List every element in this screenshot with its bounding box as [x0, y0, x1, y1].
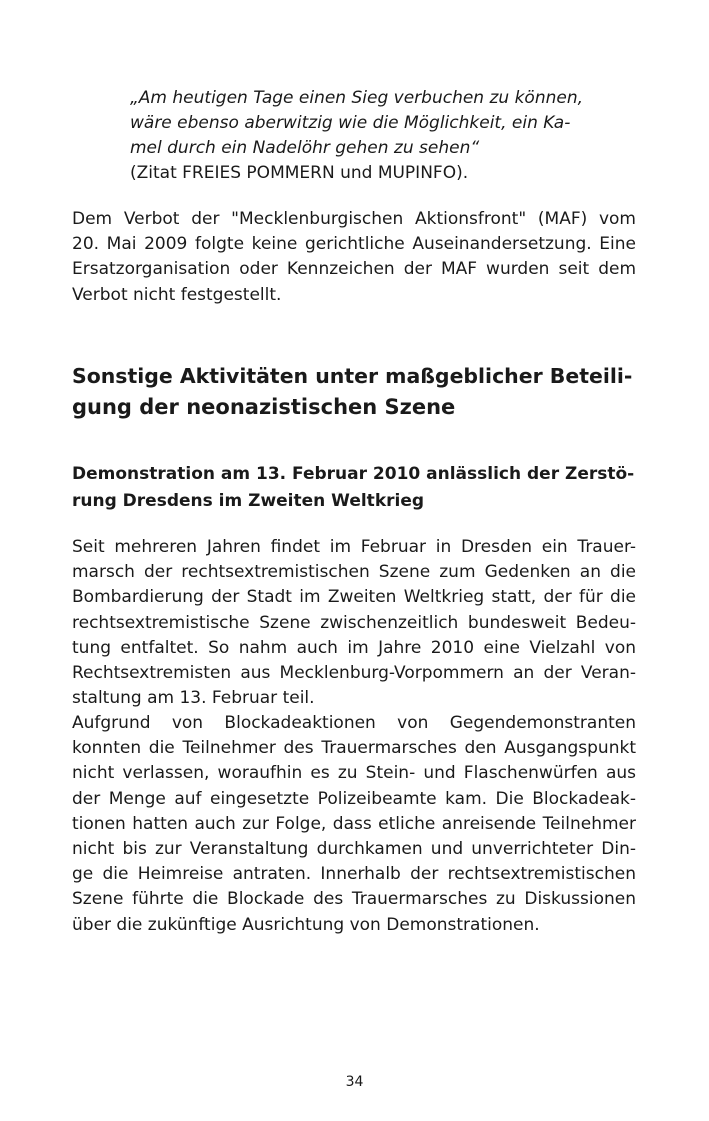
subheading-line: rung Dresdens im Zweiten Weltkrieg [72, 491, 425, 511]
heading-line: gung der neonazistischen Szene [72, 395, 456, 419]
text-line: konnten die Teilnehmer des Trauermarsches den Ausgangspunkt [72, 738, 636, 759]
paragraph-maf-ban [72, 207, 636, 308]
text-line: Szene führte die Blockade des Trauermarsches zu Diskussionen [72, 889, 636, 910]
block-quote [130, 86, 590, 186]
heading-line: Sonstige Aktivitäten unter maßgeblicher Beteili- [72, 364, 633, 388]
text-line: staltung am 13. Februar teil. [72, 688, 315, 709]
subsection-heading [72, 461, 636, 515]
subheading-line: Demonstration am 13. Februar 2010 anlässlich der Zerstö- [72, 464, 635, 484]
quote-line: „Am heutigen Tage einen Sieg verbuchen zu können, [130, 88, 584, 108]
text-line: Aufgrund von Blockadeaktionen von Gegendemonstranten [72, 713, 636, 733]
text-line: tung entfaltet. So nahm auch im Jahre 2010 eine Vielzahl von [72, 637, 636, 658]
text-line: der Menge auf eingesetzte Polizeibeamte kam. Die Blockadeak- [72, 788, 636, 809]
text-line: über die zukünftige Ausrichtung von Demonstrationen. [72, 914, 540, 935]
text-line: rechtsextremistische Szene zwischenzeitlich bundesweit Bedeu- [72, 612, 636, 633]
text-line: Rechtsextremisten aus Mecklenburg-Vorpommern an der Veran- [72, 663, 636, 684]
text-line: 20. Mai 2009 folgte keine gerichtliche Auseinandersetzung. Eine [72, 234, 636, 255]
document-page [72, 0, 636, 1121]
text-line: Ersatzorganisation oder Kennzeichen der MAF wurden seit dem [72, 259, 636, 280]
text-line: ge die Heimreise antraten. Innerhalb der rechtsextremistischen [72, 864, 636, 885]
section-heading [72, 361, 636, 423]
text-line: Bombardierung der Stadt im Zweiten Weltkrieg statt, der für die [72, 587, 636, 608]
text-line: nicht verlassen, woraufhin es zu Stein- und Flaschenwürfen aus [72, 763, 636, 784]
text-line: Dem Verbot der "Mecklenburgischen Aktionsfront" (MAF) vom [72, 209, 636, 229]
paragraph-blockade [72, 711, 636, 938]
text-line: Verbot nicht festgestellt. [72, 284, 282, 305]
quote-line: mel durch ein Nadelöhr gehen zu sehen“ [130, 138, 480, 158]
quote-citation: (Zitat FREIES POMMERN und MUPINFO). [130, 163, 469, 183]
text-line: marsch der rechtsextremistischen Szene zum Gedenken an die [72, 562, 636, 583]
text-line: nicht bis zur Veranstaltung durchkamen und unverrichteter Din- [72, 839, 636, 860]
text-line: tionen hatten auch zur Folge, dass etliche anreisende Teilnehmer [72, 813, 636, 834]
text-line: Seit mehreren Jahren findet im Februar in Dresden ein Trauer- [72, 537, 636, 557]
quote-line: wäre ebenso aberwitzig wie die Möglichkeit, ein Ka- [130, 113, 571, 133]
paragraph-dresden-march [72, 535, 636, 711]
page-number: 34 [345, 1074, 364, 1090]
